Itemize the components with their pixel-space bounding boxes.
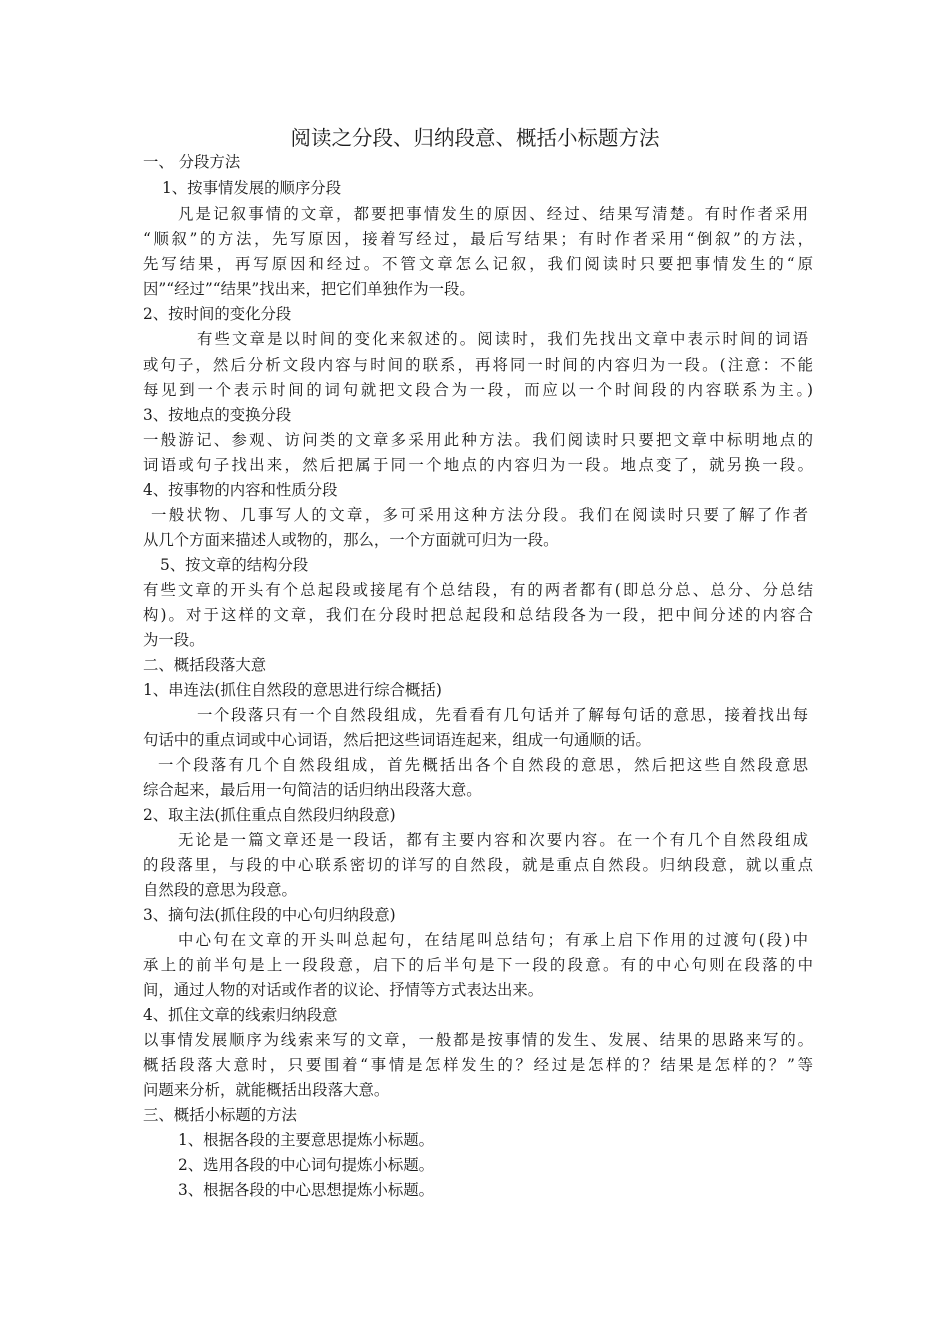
subheading-1-5: 5、按文章的结构分段 [160,556,309,574]
heading-section-2: 二、概括段落大意 [143,656,267,674]
list-item: 3、根据各段的中心思想提炼小标题。 [178,1181,435,1199]
paragraph-line: 综合起来，最后用一句简洁的话归纳出段落大意。 [143,781,482,799]
heading-section-1: 一、 分段方法 [143,153,241,171]
document-title: 阅读之分段、归纳段意、概括小标题方法 [290,126,660,150]
subheading-1-3: 3、按地点的变换分段 [143,406,292,424]
paragraph-line: 因”“经过”“结果”找出来，把它们单独作为一段。 [143,280,475,298]
list-item: 2、选用各段的中心词句提炼小标题。 [178,1156,435,1174]
paragraph-line: 词语或句子找出来，然后把属于同一个地点的内容归为一段。地点变了，就另换一段。 [143,456,813,474]
paragraph-line: 为一段。 [143,631,205,649]
list-item: 1、根据各段的主要意思提炼小标题。 [178,1131,435,1149]
subheading-2-4: 4、抓住文章的线索归纳段意 [143,1006,338,1024]
subheading-1-2: 2、按时间的变化分段 [143,305,292,323]
paragraph-line: 问题来分析，就能概括出段落大意。 [143,1081,390,1099]
paragraph-line: 先写结果，再写原因和经过。不管文章怎么记叙，我们阅读时只要把事情发生的“原 [143,255,813,273]
subheading-1-4: 4、按事物的内容和性质分段 [143,481,338,499]
paragraph-line: 有些文章的开头有个总起段或接尾有个总结段，有的两者都有(即总分总、总分、分总结 [143,581,813,599]
paragraph-line: 一个段落只有一个自然段组成，先看看有几句话并了解每句话的意思，接着找出每 [197,706,808,724]
paragraph-line: 的段落里，与段的中心联系密切的详写的自然段，就是重点自然段。归纳段意，就以重点 [143,856,813,874]
paragraph-line: 一个段落有几个自然段组成，首先概括出各个自然段的意思，然后把这些自然段意思 [158,756,808,774]
paragraph-line: 凡是记叙事情的文章，都要把事情发生的原因、经过、结果写清楚。有时作者采用 [178,205,808,223]
paragraph-line: 构)。对于这样的文章，我们在分段时把总起段和总结段各为一段，把中间分述的内容合 [143,606,813,624]
paragraph-line: 或句子，然后分析文段内容与时间的联系，再将同一时间的内容归为一段。(注意：不能 [143,356,813,374]
paragraph-line: 句话中的重点词或中心词语，然后把这些词语连起来，组成一句通顺的话。 [143,731,651,749]
paragraph-line: 从几个方面来描述人或物的，那么，一个方面就可归为一段。 [143,531,559,549]
subheading-2-3: 3、摘句法(抓住段的中心句归纳段意) [143,906,396,924]
paragraph-line: “顺叙”的方法，先写原因，接着写经过，最后写结果；有时作者采用“倒叙”的方法， [143,230,813,248]
paragraph-line: 承上的前半句是上一段段意，启下的后半句是下一段的段意。有的中心句则在段落的中 [143,956,813,974]
paragraph-line: 概括段落大意时，只要围着“事情是怎样发生的？经过是怎样的？结果是怎样的？”等 [143,1056,813,1074]
paragraph-line: 以事情发展顺序为线索来写的文章，一般都是按事情的发生、发展、结果的思路来写的。 [143,1031,813,1049]
paragraph-line: 一般状物、几事写人的文章，多可采用这种方法分段。我们在阅读时只要了解了作者 [151,506,808,524]
subheading-2-1: 1、串连法(抓住自然段的意思进行综合概括) [143,681,442,699]
paragraph-line: 一般游记、参观、访问类的文章多采用此种方法。我们阅读时只要把文章中标明地点的 [143,431,813,449]
paragraph-line: 自然段的意思为段意。 [143,881,297,899]
paragraph-line: 每见到一个表示时间的词句就把文段合为一段，而应以一个时间段的内容联系为主。) [143,381,813,399]
paragraph-line: 间，通过人物的对话或作者的议论、抒情等方式表达出来。 [143,981,544,999]
subheading-1-1: 1、按事情发展的顺序分段 [162,179,342,197]
heading-section-3: 三、概括小标题的方法 [143,1106,297,1124]
paragraph-line: 中心句在文章的开头叫总起句，在结尾叫总结句；有承上启下作用的过渡句(段)中 [178,931,808,949]
paragraph-line: 有些文章是以时间的变化来叙述的。阅读时，我们先找出文章中表示时间的词语 [197,330,808,348]
subheading-2-2: 2、取主法(抓住重点自然段归纳段意) [143,806,396,824]
paragraph-line: 无论是一篇文章还是一段话，都有主要内容和次要内容。在一个有几个自然段组成 [178,831,808,849]
